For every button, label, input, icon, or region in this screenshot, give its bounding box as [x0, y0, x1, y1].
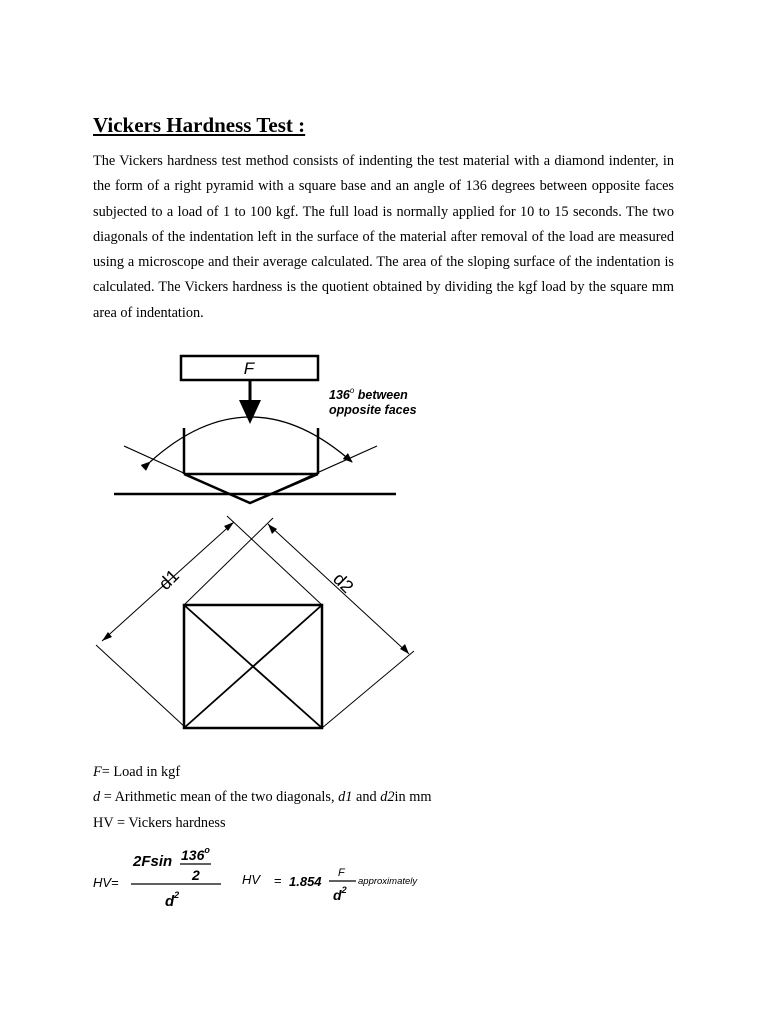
formula-1-lhs: HV= — [93, 875, 119, 890]
formula-1-angle-denominator: 2 — [192, 867, 200, 883]
indenter-tip — [184, 474, 318, 503]
formula-2-denominator: $d^2$ — [333, 885, 347, 903]
force-label: F — [243, 359, 255, 378]
angle-arc — [150, 417, 352, 462]
formula-1-denominator: $d^2$ — [165, 890, 180, 910]
d2-ext-top — [184, 518, 273, 605]
formula-2-numerator: F — [338, 867, 345, 879]
d2-arrow-top — [268, 524, 277, 534]
legend-hv: HV = Vickers hardness — [93, 814, 226, 831]
page-title: Vickers Hardness Test : — [93, 113, 306, 137]
body-paragraph: The Vickers hardness test method consists of indenting the test material with a diamond indenter, in the form of a right pyramid with a square base and an angle of 136 degrees between opposite faces subjected to a load of 1 to 100 kgf. The full load is normally applied for 10 to 15 seconds. The two diagonals of the indentation left in the surface of the material after removal of the load are measured using a microscope and their average calculated. The area of the sloping surface of the indentation is calculated. The Vickers hardness is the quotient obtained by dividing the kgf load by the square mm area of indentation. — [93, 153, 674, 321]
d1-ext-bottom — [96, 645, 186, 728]
legend-load: F= Load in kgf — [93, 764, 181, 780]
formula-2-note: approximately — [358, 876, 418, 887]
legend-diagonal-mean: d = Arithmetic mean of the two diagonals, d1 and d2in mm — [93, 789, 432, 806]
legend — [93, 760, 431, 836]
diagonal-2-label: d2 — [329, 568, 358, 597]
formula-2-equals: = — [274, 873, 282, 888]
diagonal-1-label: d1 — [154, 565, 183, 594]
d2-ext-bottom — [322, 651, 414, 728]
formula-2-coefficient: 1.854 — [289, 874, 322, 889]
formula-1-numerator: 2Fsin — [133, 853, 173, 870]
formula-2-lhs: HV — [242, 872, 261, 887]
angle-label-line-2: opposite faces — [329, 403, 417, 417]
formula-1-angle: 136$^o$ — [181, 845, 210, 863]
angle-label: 136$^o$ between — [329, 386, 408, 402]
force-arrow-head — [239, 400, 261, 424]
d2-arrow-bottom — [400, 644, 409, 654]
